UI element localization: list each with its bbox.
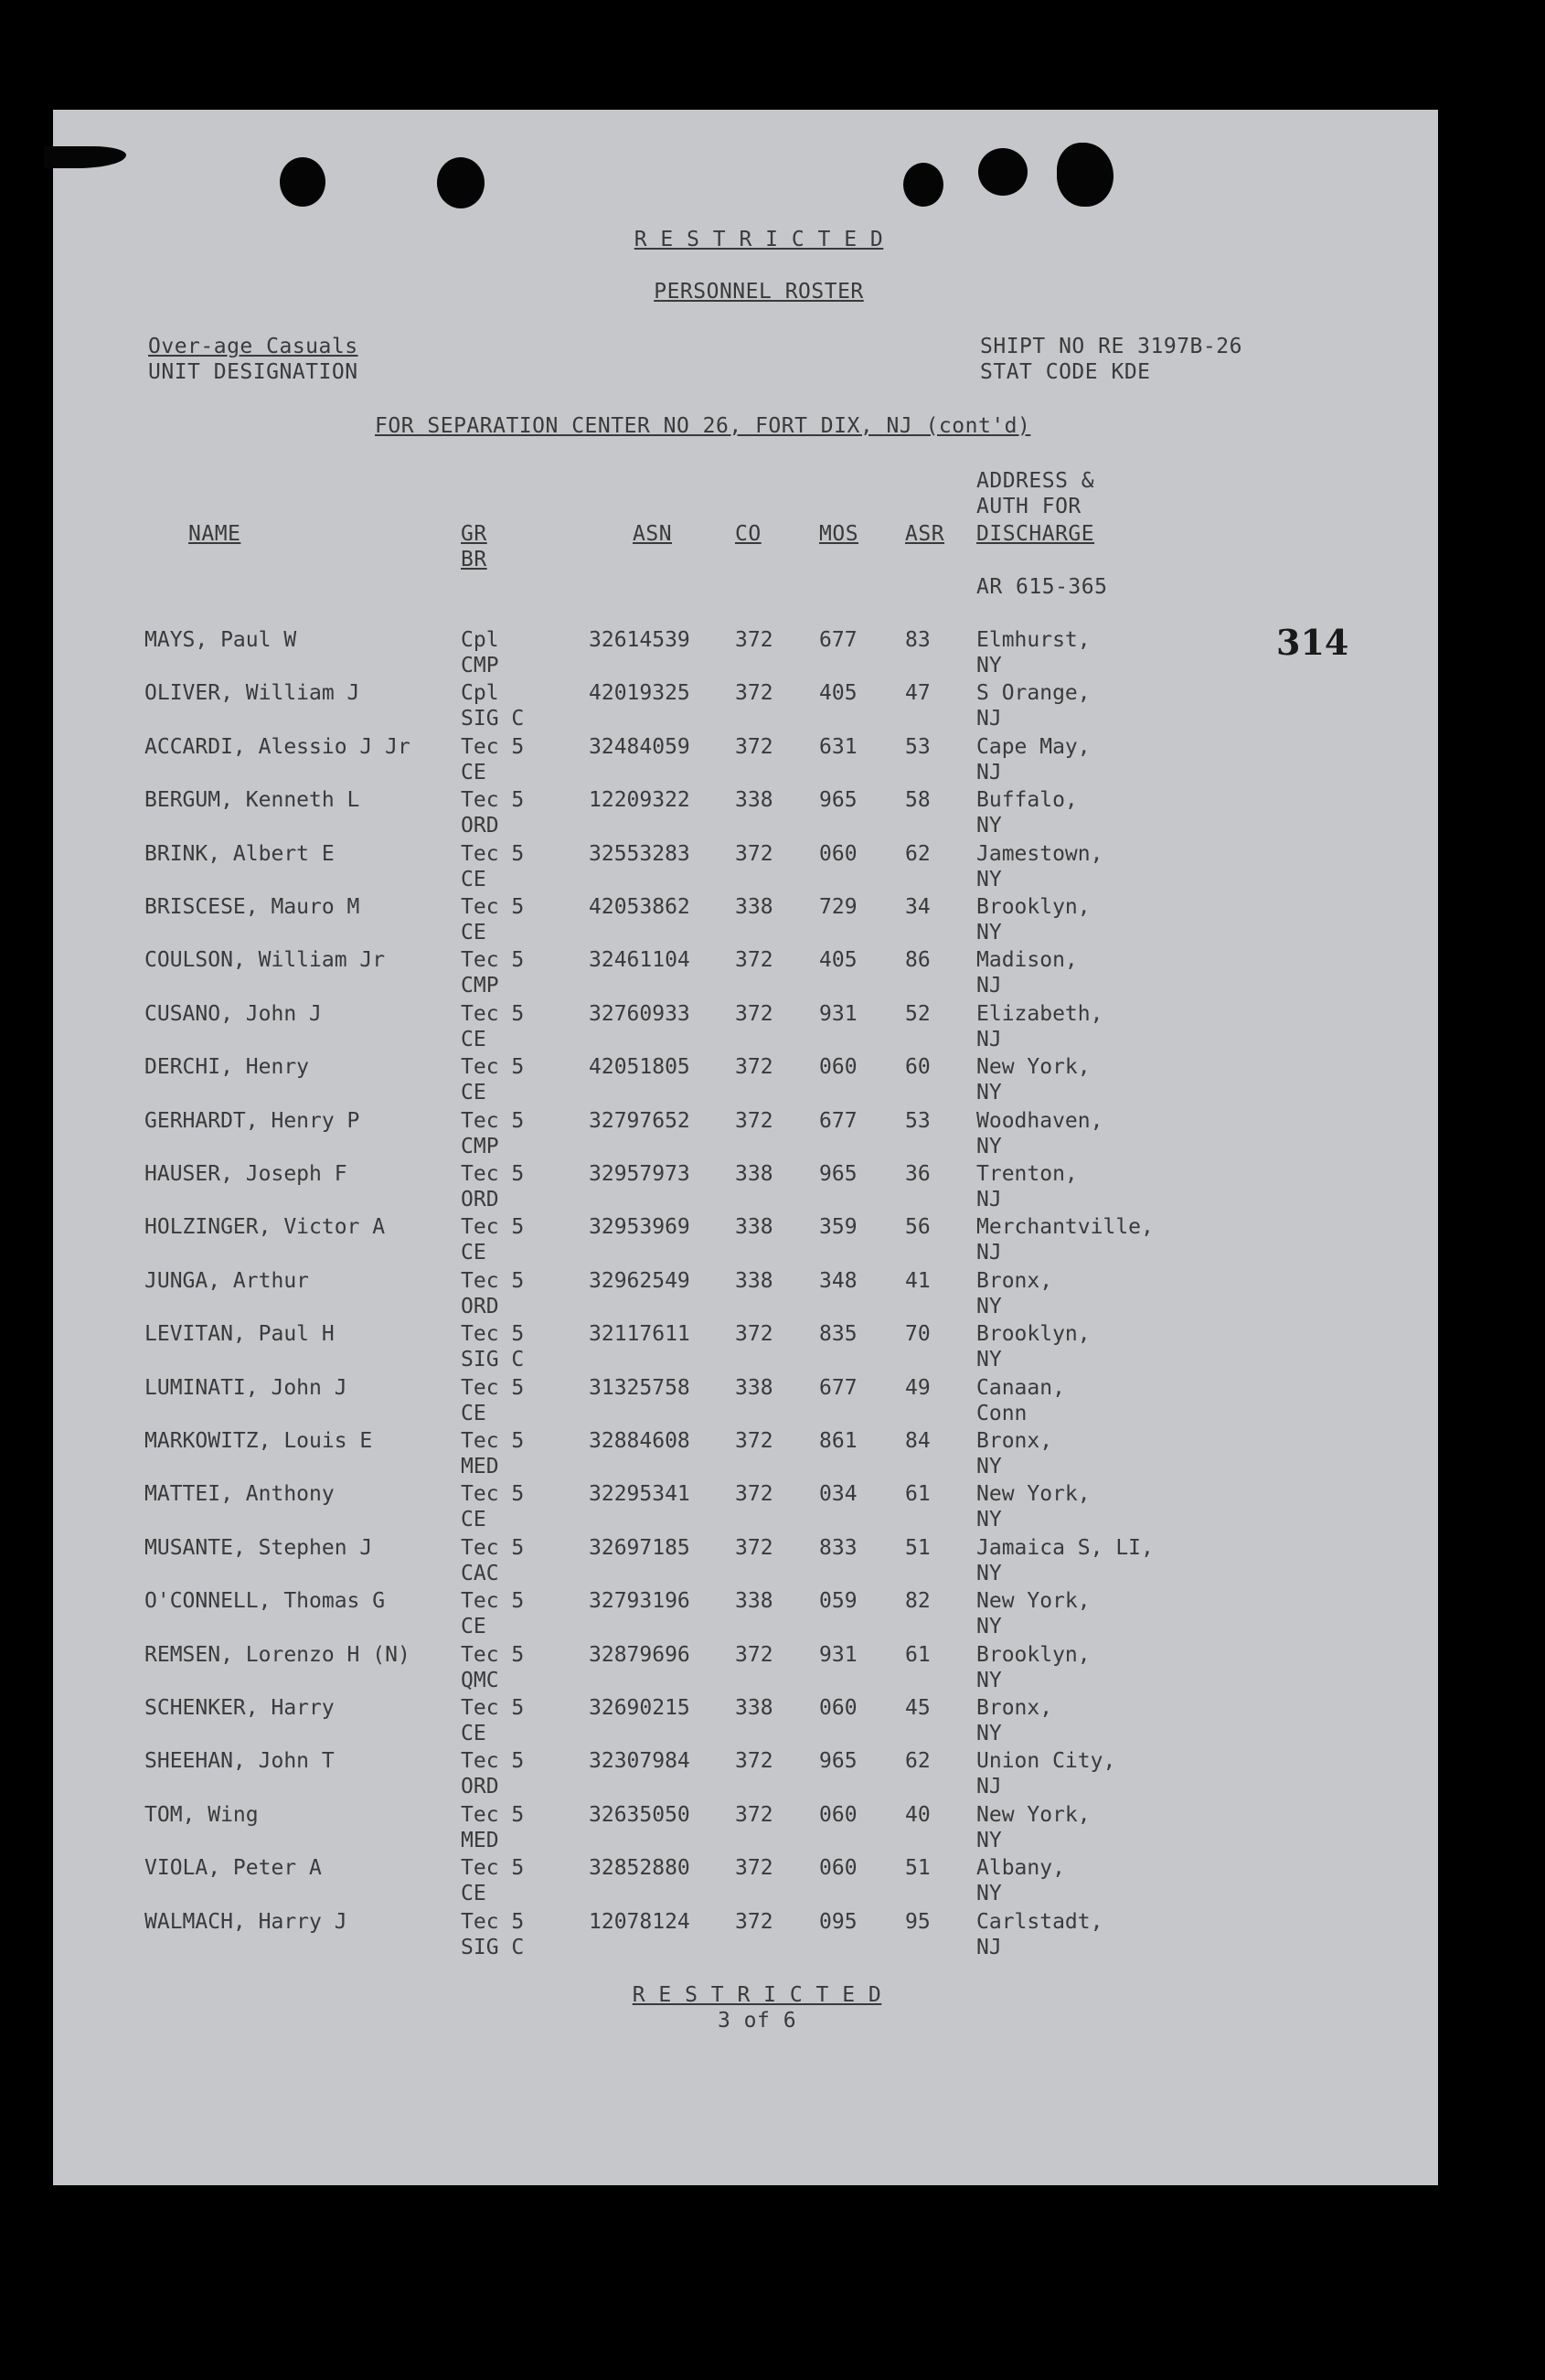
row-name: MATTEI, Anthony [144,1482,335,1507]
page-stamp-number: 314 [1276,622,1349,663]
row-grade: Tec 5 [461,1856,525,1881]
row-address-state: NY [976,1508,1002,1532]
row-branch: QMC [461,1668,499,1692]
table-row [53,1428,1438,1481]
row-grade: Tec 5 [461,1482,525,1507]
addr-header-line1: ADDRESS & [976,469,1095,493]
table-row [53,1214,1438,1267]
row-asr: 83 [905,628,931,652]
row-co: 372 [735,1535,773,1560]
row-branch: CE [461,1027,486,1051]
row-asr: 82 [905,1589,931,1614]
row-branch: CE [461,1882,486,1906]
row-co: 372 [735,1909,773,1934]
row-address-state: NY [976,1455,1002,1478]
table-row [53,1108,1438,1161]
table-row [53,1642,1438,1695]
row-branch: ORD [461,1294,499,1318]
row-address: Jamestown, [976,841,1103,866]
row-mos: 677 [819,1108,858,1133]
row-co: 338 [735,895,773,919]
row-asn: 31325758 [589,1375,690,1400]
row-address-state: NY [976,1882,1002,1906]
row-name: CUSANO, John J [144,1001,322,1026]
row-asn: 32461104 [589,948,690,973]
row-asn: 12078124 [589,1909,690,1934]
table-row [53,1001,1438,1054]
row-grade: Cpl [461,681,499,706]
table-row [53,1481,1438,1534]
row-branch: CE [461,1508,486,1532]
row-asn: 32117611 [589,1322,690,1347]
table-row [53,1695,1438,1748]
row-grade: Tec 5 [461,1642,525,1667]
row-address-state: NY [976,1081,1002,1105]
addr-header-line3: DISCHARGE [976,522,1095,546]
row-asn: 32697185 [589,1535,690,1560]
table-row [53,680,1438,733]
col-asn-header: ASN [633,522,673,546]
page-number: 3 of 6 [717,2009,797,2033]
row-address: Union City, [976,1749,1116,1774]
row-address: New York, [976,1055,1091,1080]
row-branch: CE [461,921,486,945]
row-asr: 36 [905,1162,931,1186]
row-asn: 32553283 [589,841,690,866]
table-row [53,734,1438,787]
row-address-state: NY [976,654,1002,678]
row-grade: Tec 5 [461,1162,525,1186]
separation-center-heading: FOR SEPARATION CENTER NO 26, FORT DIX, NJ (cont'd) [375,414,1031,438]
shipment-number: SHIPT NO RE 3197B-26 [980,335,1242,358]
row-address: Canaan, [976,1375,1065,1400]
row-co: 338 [735,1268,773,1293]
col-mos-header: MOS [819,522,859,546]
row-asn: 42051805 [589,1055,690,1080]
row-address: Bronx, [976,1429,1053,1453]
row-address-state: NY [976,1668,1002,1692]
row-mos: 677 [819,1375,858,1400]
row-address-state: NY [976,1828,1002,1852]
row-address-state: NJ [976,1241,1002,1265]
row-asn: 32307984 [589,1749,690,1774]
addr-header-line2: AUTH FOR [976,495,1082,518]
row-asr: 61 [905,1642,931,1667]
roster-title: PERSONNEL ROSTER [654,280,864,304]
row-mos: 833 [819,1535,858,1560]
row-asr: 61 [905,1482,931,1507]
row-asr: 95 [905,1909,931,1934]
row-address-state: NJ [976,974,1002,998]
row-co: 372 [735,1055,773,1080]
table-row [53,1855,1438,1908]
row-grade: Tec 5 [461,1215,525,1240]
row-mos: 965 [819,1749,858,1774]
row-name: OLIVER, William J [144,681,360,706]
row-asn: 12209322 [589,788,690,813]
row-branch: CE [461,1722,486,1745]
row-address-state: NY [976,1134,1002,1158]
table-row [53,1321,1438,1374]
row-name: BERGUM, Kenneth L [144,788,360,813]
row-co: 372 [735,1856,773,1881]
row-name: BRINK, Albert E [144,841,335,866]
row-mos: 729 [819,895,858,919]
row-address: Bronx, [976,1268,1053,1293]
row-branch: CE [461,1241,486,1265]
row-name: MARKOWITZ, Louis E [144,1429,373,1453]
row-name: ACCARDI, Alessio J Jr [144,734,410,759]
row-address: Albany, [976,1856,1065,1881]
row-co: 372 [735,1322,773,1347]
row-branch: SIG C [461,707,525,731]
row-mos: 359 [819,1215,858,1240]
row-asr: 41 [905,1268,931,1293]
row-asr: 45 [905,1696,931,1720]
row-branch: ORD [461,814,499,838]
row-name: REMSEN, Lorenzo H (N) [144,1642,410,1667]
table-row [53,1909,1438,1962]
row-mos: 405 [819,681,858,706]
row-asn: 32879696 [589,1642,690,1667]
row-address: Elizabeth, [976,1001,1103,1026]
row-address: Elmhurst, [976,628,1091,652]
row-address: S Orange, [976,681,1091,706]
row-address: Brooklyn, [976,895,1091,919]
row-name: HAUSER, Joseph F [144,1162,347,1186]
row-name: MUSANTE, Stephen J [144,1535,373,1560]
row-asn: 32484059 [589,734,690,759]
row-name: LEVITAN, Paul H [144,1322,335,1347]
row-grade: Tec 5 [461,1696,525,1720]
row-address: Cape May, [976,734,1091,759]
table-row [53,1375,1438,1428]
row-address: Woodhaven, [976,1108,1103,1133]
row-co: 372 [735,1429,773,1453]
table-row [53,787,1438,840]
row-mos: 405 [819,948,858,973]
row-grade: Tec 5 [461,1001,525,1026]
row-address-state: NY [976,814,1002,838]
row-co: 372 [735,628,773,652]
row-asn: 32760933 [589,1001,690,1026]
torn-edge [44,146,126,168]
row-co: 338 [735,1696,773,1720]
row-name: BRISCESE, Mauro M [144,895,360,919]
row-mos: 060 [819,1856,858,1881]
row-address: Merchantville, [976,1215,1154,1240]
row-asn: 32884608 [589,1429,690,1453]
row-branch: MED [461,1828,499,1852]
row-asr: 70 [905,1322,931,1347]
row-grade: Tec 5 [461,1055,525,1080]
row-asn: 42053862 [589,895,690,919]
row-address: Buffalo, [976,788,1078,813]
row-mos: 861 [819,1429,858,1453]
row-mos: 677 [819,628,858,652]
row-grade: Tec 5 [461,1268,525,1293]
row-asn: 32962549 [589,1268,690,1293]
row-mos: 059 [819,1589,858,1614]
row-grade: Tec 5 [461,1108,525,1133]
row-address: Trenton, [976,1162,1078,1186]
restricted-bottom: R E S T R I C T E D [632,1983,882,2007]
row-asr: 62 [905,841,931,866]
row-asn: 42019325 [589,681,690,706]
punch-hole-3 [903,163,943,207]
row-address-state: NY [976,1615,1002,1639]
row-address: New York, [976,1802,1091,1827]
row-branch: ORD [461,1775,499,1799]
row-grade: Tec 5 [461,895,525,919]
row-address: Brooklyn, [976,1642,1091,1667]
row-branch: SIG C [461,1935,525,1959]
row-asn: 32295341 [589,1482,690,1507]
row-grade: Tec 5 [461,1429,525,1453]
row-grade: Tec 5 [461,1589,525,1614]
row-branch: MED [461,1455,499,1478]
row-co: 372 [735,841,773,866]
row-asr: 60 [905,1055,931,1080]
unit-designation-value: Over-age Casuals [148,335,358,358]
row-address-state: NY [976,1348,1002,1372]
row-address: New York, [976,1589,1091,1614]
row-mos: 931 [819,1642,858,1667]
row-address: Carlstadt, [976,1909,1103,1934]
row-address-state: NY [976,867,1002,891]
row-co: 372 [735,1642,773,1667]
row-co: 338 [735,1215,773,1240]
row-asr: 52 [905,1001,931,1026]
row-name: SCHENKER, Harry [144,1696,335,1720]
row-asn: 32635050 [589,1802,690,1827]
row-asr: 34 [905,895,931,919]
table-row [53,894,1438,947]
row-address-state: NJ [976,1775,1002,1799]
row-mos: 060 [819,841,858,866]
row-branch: CE [461,1615,486,1639]
row-asn: 32614539 [589,628,690,652]
row-asr: 84 [905,1429,931,1453]
row-grade: Tec 5 [461,734,525,759]
row-co: 372 [735,681,773,706]
row-grade: Cpl [461,628,499,652]
row-grade: Tec 5 [461,948,525,973]
row-grade: Tec 5 [461,1322,525,1347]
row-address: Jamaica S, LI, [976,1535,1154,1560]
unit-designation-label: UNIT DESIGNATION [148,360,358,384]
row-mos: 965 [819,1162,858,1186]
row-grade: Tec 5 [461,1802,525,1827]
row-asr: 53 [905,1108,931,1133]
row-co: 372 [735,1802,773,1827]
row-asr: 58 [905,788,931,813]
row-mos: 631 [819,734,858,759]
col-gr-header: GR [461,522,487,546]
row-asr: 51 [905,1535,931,1560]
row-name: LUMINATI, John J [144,1375,347,1400]
row-address-state: NJ [976,760,1002,784]
row-co: 372 [735,948,773,973]
row-mos: 348 [819,1268,858,1293]
punch-hole-1 [280,157,325,207]
row-name: HOLZINGER, Victor A [144,1215,386,1240]
row-branch: CAC [461,1561,499,1585]
row-branch: CMP [461,654,499,678]
row-asr: 49 [905,1375,931,1400]
row-address-state: NJ [976,1027,1002,1051]
row-address-state: NY [976,1722,1002,1745]
row-address-state: NJ [976,707,1002,731]
row-grade: Tec 5 [461,1535,525,1560]
row-address-state: NY [976,1561,1002,1585]
punch-hole-4 [978,148,1028,196]
table-row [53,1802,1438,1855]
row-co: 338 [735,1162,773,1186]
row-name: SHEEHAN, John T [144,1749,335,1774]
row-co: 372 [735,1749,773,1774]
row-asr: 53 [905,734,931,759]
row-branch: CE [461,760,486,784]
row-co: 372 [735,1001,773,1026]
row-co: 338 [735,1589,773,1614]
row-mos: 060 [819,1696,858,1720]
row-branch: CE [461,1081,486,1105]
row-name: O'CONNELL, Thomas G [144,1589,386,1614]
col-br-header: BR [461,548,487,571]
row-asn: 32953969 [589,1215,690,1240]
punch-hole-2 [437,157,485,208]
row-address-state: Conn [976,1401,1028,1425]
row-mos: 095 [819,1909,858,1934]
row-address-state: NJ [976,1188,1002,1211]
table-row [53,947,1438,1000]
row-name: JUNGA, Arthur [144,1268,310,1293]
row-mos: 931 [819,1001,858,1026]
row-name: GERHARDT, Henry P [144,1108,360,1133]
row-asr: 56 [905,1215,931,1240]
row-asr: 51 [905,1856,931,1881]
table-row [53,1268,1438,1321]
row-asn: 32797652 [589,1108,690,1133]
row-name: COULSON, William Jr [144,948,386,973]
row-mos: 835 [819,1322,858,1347]
row-asn: 32957973 [589,1162,690,1186]
row-name: WALMACH, Harry J [144,1909,347,1934]
row-branch: CMP [461,974,499,998]
roster-page [53,110,1438,2185]
row-grade: Tec 5 [461,841,525,866]
row-asn: 32852880 [589,1856,690,1881]
table-row [53,841,1438,894]
row-co: 338 [735,1375,773,1400]
row-address: Bronx, [976,1696,1053,1720]
row-grade: Tec 5 [461,1749,525,1774]
row-address-state: NY [976,921,1002,945]
row-address-state: NJ [976,1935,1002,1959]
row-mos: 060 [819,1055,858,1080]
row-address: Madison, [976,948,1078,973]
col-co-header: CO [735,522,762,546]
row-branch: CMP [461,1134,499,1158]
row-address-state: NY [976,1294,1002,1318]
row-branch: SIG C [461,1348,525,1372]
row-branch: ORD [461,1188,499,1211]
row-asr: 86 [905,948,931,973]
row-asr: 62 [905,1749,931,1774]
table-row [53,1535,1438,1588]
row-co: 338 [735,788,773,813]
row-mos: 034 [819,1482,858,1507]
row-mos: 965 [819,788,858,813]
row-asr: 40 [905,1802,931,1827]
row-asn: 32793196 [589,1589,690,1614]
row-grade: Tec 5 [461,788,525,813]
row-mos: 060 [819,1802,858,1827]
row-name: TOM, Wing [144,1802,259,1827]
row-branch: CE [461,1401,486,1425]
station-code: STAT CODE KDE [980,360,1151,384]
row-branch: CE [461,867,486,891]
row-address: New York, [976,1482,1091,1507]
col-name-header: NAME [188,522,241,546]
table-row [53,1054,1438,1107]
row-asr: 47 [905,681,931,706]
table-row [53,1588,1438,1641]
row-name: DERCHI, Henry [144,1055,310,1080]
row-co: 372 [735,1482,773,1507]
table-row [53,1161,1438,1214]
restricted-top: R E S T R I C T E D [634,228,884,251]
table-row [53,1748,1438,1801]
row-name: VIOLA, Peter A [144,1856,322,1881]
row-co: 372 [735,734,773,759]
row-grade: Tec 5 [461,1375,525,1400]
table-row [53,627,1438,680]
row-grade: Tec 5 [461,1909,525,1934]
row-co: 372 [735,1108,773,1133]
discharge-authority: AR 615-365 [976,575,1108,599]
row-address: Brooklyn, [976,1322,1091,1347]
col-asr-header: ASR [905,522,945,546]
punch-hole-5 [1057,143,1113,207]
row-asn: 32690215 [589,1696,690,1720]
row-name: MAYS, Paul W [144,628,297,652]
